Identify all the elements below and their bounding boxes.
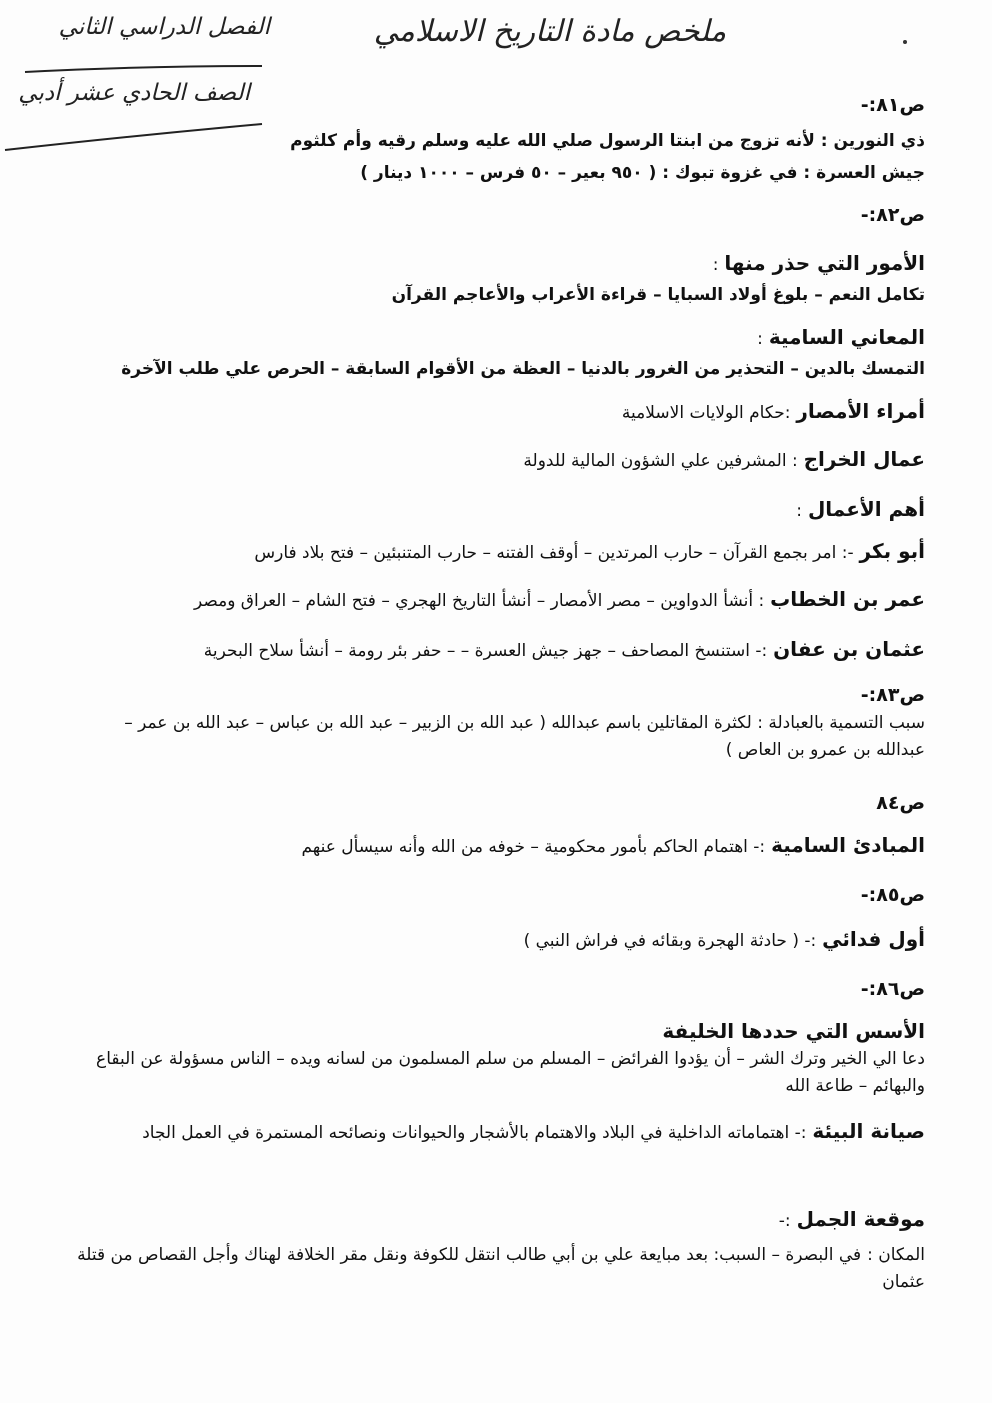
- fidai-heading: أول فدائي: [822, 927, 925, 951]
- works-heading-line: [70, 496, 925, 524]
- abubakr-line: [70, 538, 925, 566]
- meanings-body: التمسك بالدين – التحذير من الغرور بالدنيا – العظة من الأقوام السابقة – الحرص علي طلب الآخرة: [121, 359, 925, 379]
- environment-heading: صيانة البيئة: [812, 1119, 925, 1143]
- page-ref-81: ص٨١:-: [860, 94, 925, 116]
- warned-heading: الأمور التي حذر منها: [724, 251, 925, 275]
- camel-heading: موقعة الجمل: [796, 1207, 925, 1231]
- omar-line: [70, 586, 925, 614]
- works-heading: أهم الأعمال: [807, 497, 925, 521]
- camel-place-label: المكان :: [867, 1245, 925, 1265]
- environment-body: :- اهتماماته الداخلية في البلاد والاهتمام بالأشجار والحيوانات ونصائحه المستمرة في العمل الجاد: [142, 1123, 807, 1143]
- page-ref-86: ص٨٦:-: [860, 978, 925, 1000]
- othman-line: [70, 636, 925, 664]
- principles-heading: المبادئ السامية: [771, 833, 925, 857]
- abadila-body: سبب التسمية بالعبادلة : لكثرة المقاتلين باسم عبدالله ( عبد الله بن الزبير – عبد الله بن عباس – عبد الله بن عمر – عبدالله بن عمرو بن العاص ): [124, 713, 925, 760]
- kharaj-line: [70, 446, 925, 474]
- fidai-body: :- ( حادثة الهجرة وبقائه في فراش النبي ): [523, 931, 817, 951]
- term-underline: [25, 66, 262, 72]
- fidai-line: [70, 926, 925, 954]
- page-ref-82: ص٨٢:-: [860, 204, 925, 226]
- warned-heading-line: [70, 250, 925, 278]
- camel-heading-line: [70, 1206, 925, 1234]
- page-ref-84: ص٨٤: [876, 792, 925, 814]
- kharaj-heading: عمال الخراج: [803, 447, 925, 471]
- basics-body: دعا الي الخير وترك الشر – أن يؤدوا الفرائض – المسلم من سلم المسلمون من لسانه ويده – الناس مسؤولة عن البقاع والبهائم – طاعة الله: [96, 1049, 925, 1096]
- emirs-line: [70, 398, 925, 426]
- handwritten-grade: الصف الحادي عشر أدبي: [18, 80, 250, 106]
- page-ref-83: ص٨٣:-: [860, 684, 925, 706]
- handwritten-term: الفصل الدراسي الثاني: [58, 14, 270, 40]
- works-colon: :: [796, 501, 803, 521]
- warned-body: تكامل النعم – بلوغ أولاد السبايا – قراءة الأعراب والأعاجم القرآن: [391, 285, 925, 305]
- basics-heading: الأسس التي حددها الخليفة: [662, 1019, 925, 1043]
- emirs-heading: أمراء الأمصار: [796, 399, 925, 423]
- emirs-body: :حكام الولايات الاسلامية: [621, 403, 791, 423]
- meanings-heading: المعاني السامية: [768, 325, 925, 349]
- principles-line: [70, 832, 925, 860]
- handwritten-title: ملخص مادة التاريخ الاسلامي: [373, 14, 727, 49]
- camel-place-body: في البصرة – السبب: بعد مبايعة علي بن أبي طالب انتقل للكوفة ونقل مقر الخلافة لهناك وأجل القصاص من قتلة عثمان: [77, 1245, 925, 1292]
- othman-heading: عثمان بن عفان: [773, 637, 925, 661]
- othman-body: :- استنسخ المصاحف – جهز جيش العسرة – – حفر بئر رومة – أنشأ سلاح البحرية: [203, 641, 768, 661]
- page-ref-85: ص٨٥:-: [860, 884, 925, 906]
- omar-heading: عمر بن الخطاب: [770, 587, 925, 611]
- omar-body: : أنشأ الدواوين – مصر الأمصار – أنشأ التاريخ الهجري – فتح الشام – العراق ومصر: [193, 591, 765, 611]
- kharaj-body: : المشرفين علي الشؤون المالية للدولة: [523, 451, 798, 471]
- abubakr-heading: أبو بكر: [859, 539, 925, 563]
- scan-dot-mark: [903, 40, 907, 44]
- jaysh-usra-line: جيش العسرة : في غزوة تبوك : ( ٩٥٠ بعير – ٥٠ فرس – ١٠٠٠ دينار ): [360, 163, 925, 183]
- environment-line: [70, 1118, 925, 1147]
- principles-body: :- اهتمام الحاكم بأمور محكومية – خوفه من الله وأنه سيسأل عنهم: [301, 837, 766, 857]
- meanings-heading-line: [70, 324, 925, 352]
- camel-colon: :-: [778, 1211, 791, 1231]
- meanings-colon: :: [757, 329, 763, 349]
- camel-place-line: [70, 1242, 925, 1296]
- warned-colon: :: [712, 255, 719, 275]
- abubakr-body: -: امر بجمع القرآن – حارب المرتدين – أوقف الفتنه – حارب المتنبئين – فتح بلاد فارس: [254, 543, 854, 563]
- dhul-nurayn-line: ذي النورين : لأنه تزوج من ابنتا الرسول صلي الله عليه وسلم رقيه وأم كلثوم: [290, 131, 925, 151]
